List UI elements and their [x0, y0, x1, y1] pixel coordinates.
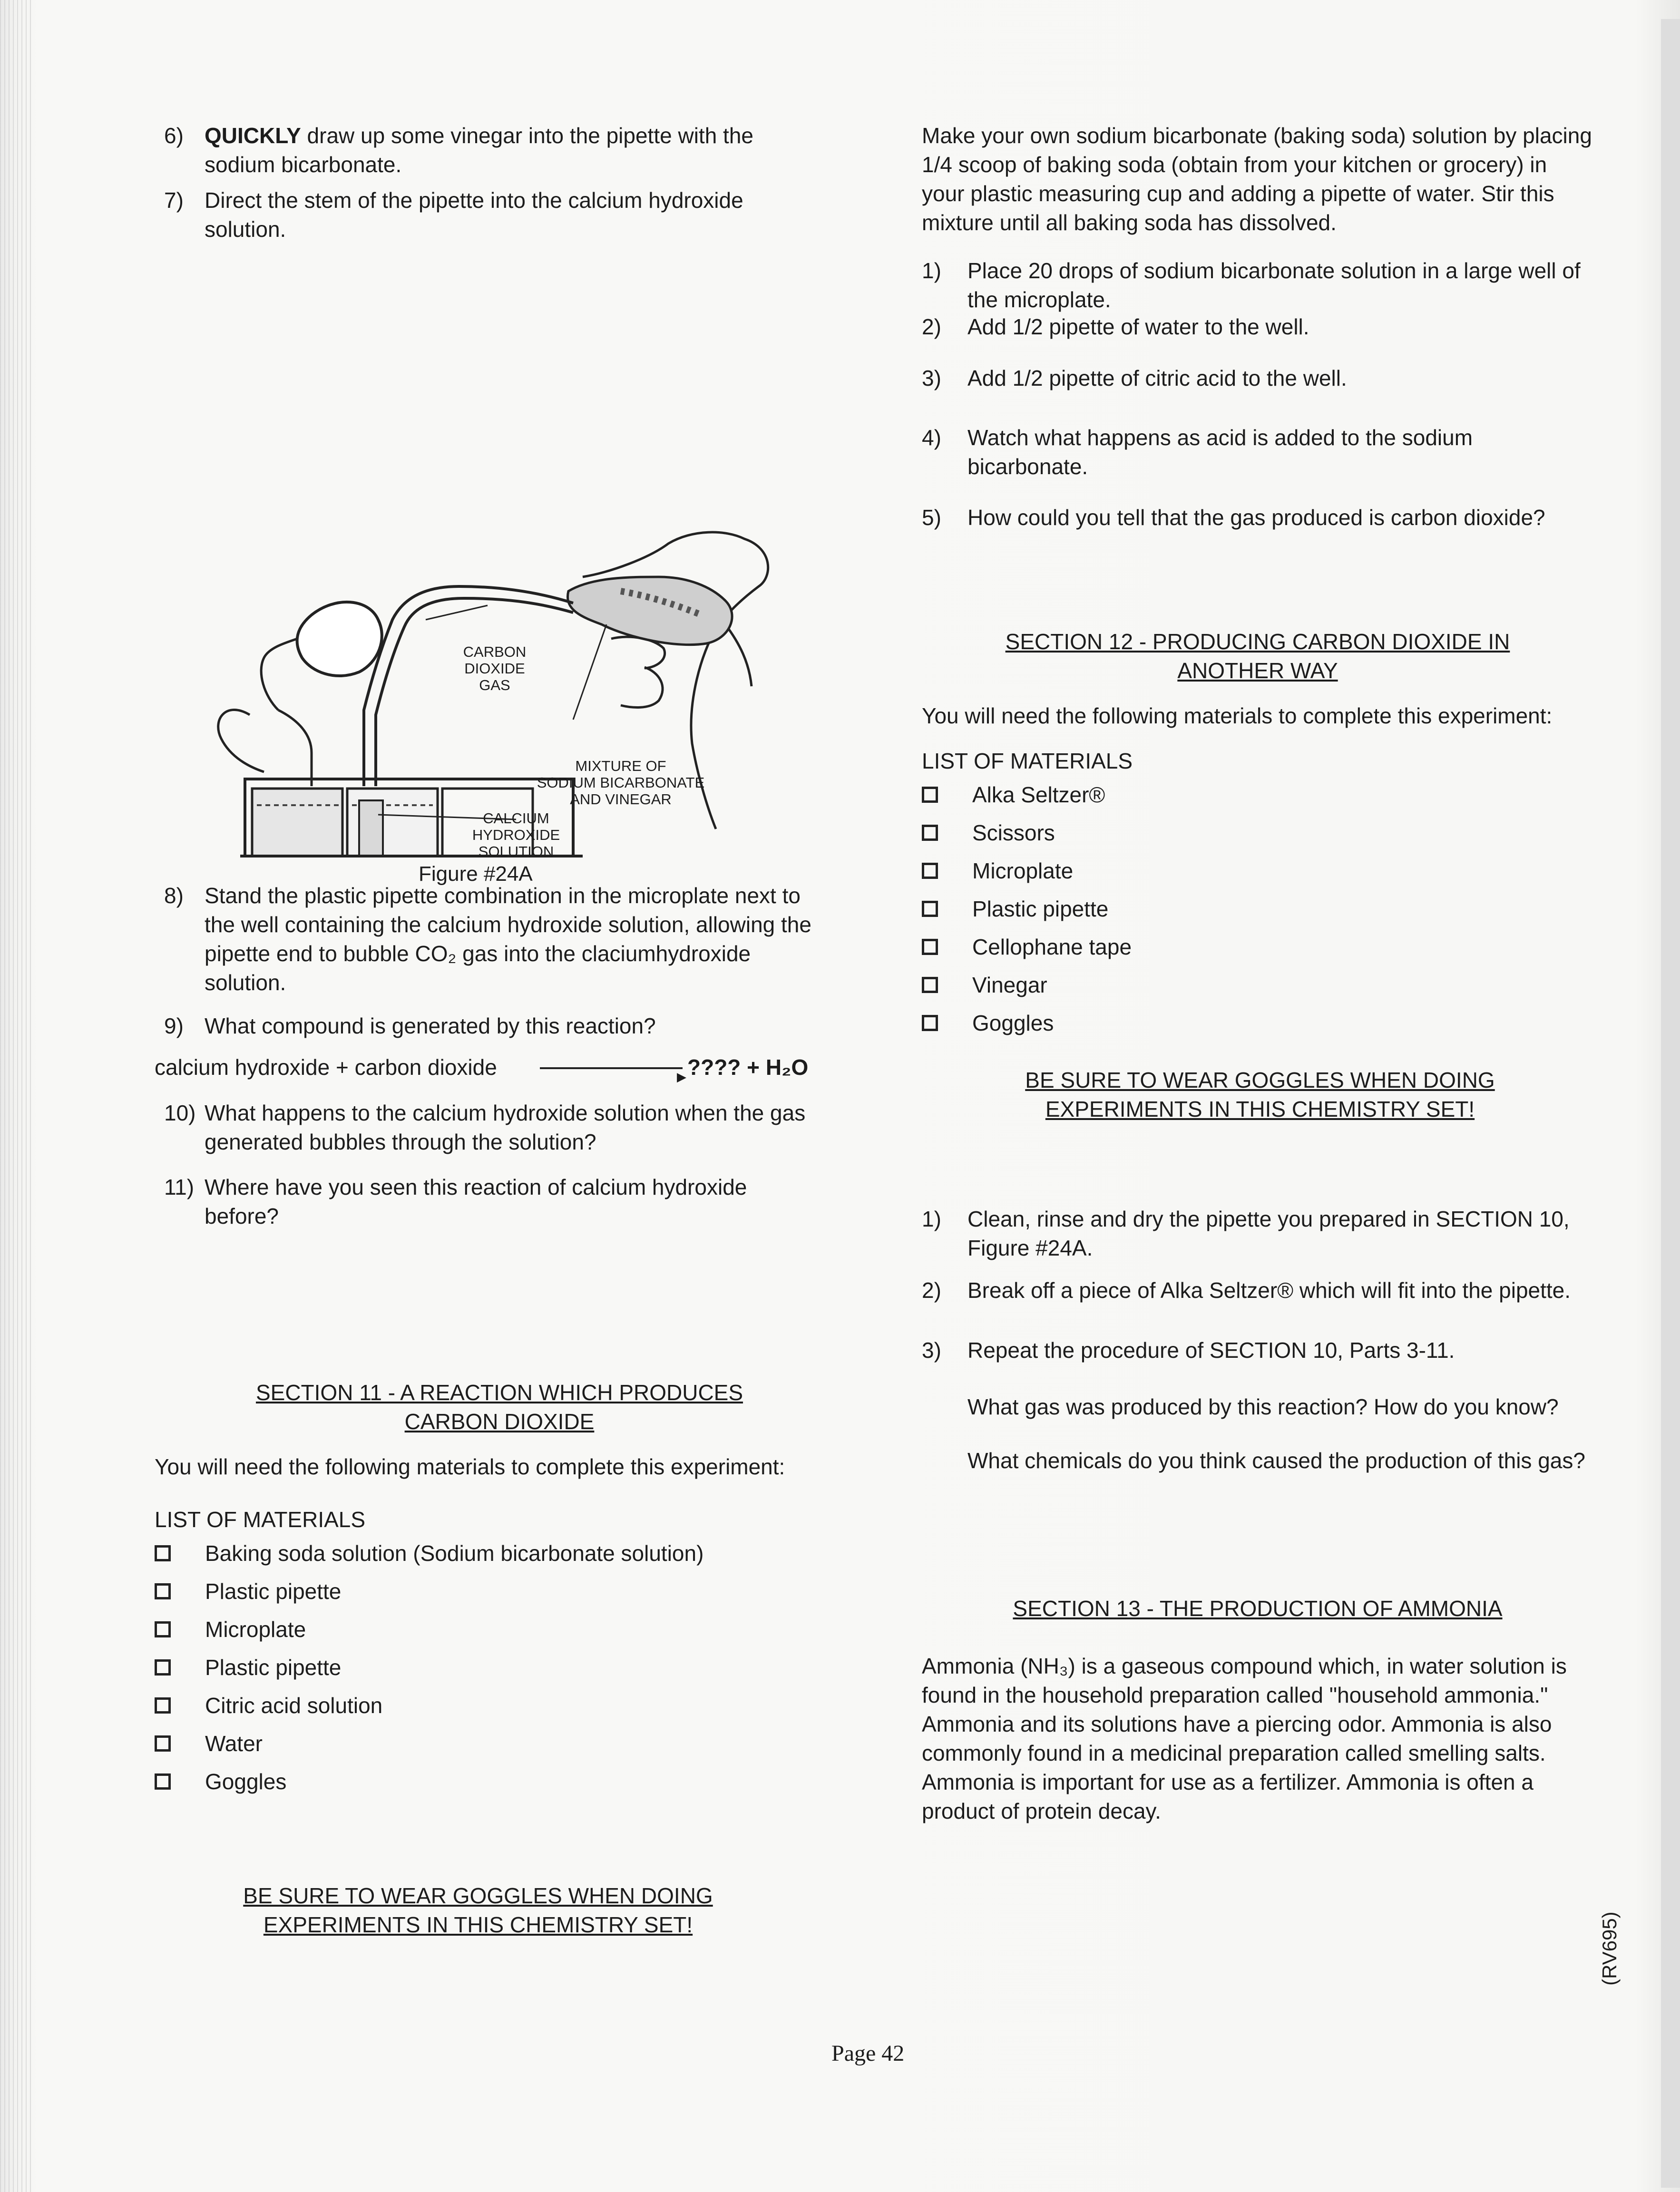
material-item[interactable]: Vinegar — [922, 966, 1593, 1004]
section-12-list-title: LIST OF MATERIALS — [922, 749, 1133, 773]
label-carbon-dioxide-gas: CARBON DIOXIDE GAS — [463, 643, 527, 693]
material-item[interactable]: Plastic pipette — [155, 1572, 825, 1610]
figure-24a — [155, 244, 825, 900]
material-item[interactable]: Alka Seltzer® — [922, 776, 1593, 814]
left-column — [155, 121, 825, 1939]
section-11-title: SECTION 11 - A REACTION WHICH PRODUCES CARBON DIOXIDE — [255, 1380, 743, 1434]
page-number: Page 42 — [831, 2041, 905, 2066]
step: 3) Repeat the procedure of SECTION 10, Parts 3-11. — [922, 1338, 1455, 1363]
step-9: 9) What compound is generated by this reaction? — [164, 1013, 656, 1038]
checkbox[interactable] — [155, 1621, 171, 1637]
section-12-intro: You will need the following materials to complete this experiment: — [922, 703, 1553, 728]
arrow-line — [540, 1067, 683, 1069]
step-7: 7) Direct the stem of the pipette into the calcium hydroxide solution. — [164, 188, 743, 242]
step: 2) Break off a piece of Alka Seltzer® which will fit into the pipette. — [922, 1278, 1571, 1303]
step: 1) Clean, rinse and dry the pipette you prepared in SECTION 10, Figure #24A. — [922, 1207, 1570, 1260]
binding-edge — [1661, 19, 1680, 2188]
equation-reactants: calcium hydroxide + carbon dioxide — [155, 1055, 497, 1080]
section-11-safety: BE SURE TO WEAR GOGGLES WHEN DOING EXPERIMENTS IN THIS CHEMISTRY SET! — [243, 1883, 713, 1937]
material-item[interactable]: Goggles — [155, 1763, 825, 1801]
equation — [155, 1053, 825, 1083]
step-11: 11) Where have you seen this reaction of calcium hydroxide before? — [164, 1175, 747, 1228]
material-item[interactable]: Cellophane tape — [922, 928, 1593, 966]
material-item[interactable]: Goggles — [922, 1004, 1593, 1042]
material-item[interactable]: Plastic pipette — [922, 890, 1593, 928]
section-12-title: SECTION 12 - PRODUCING CARBON DIOXIDE IN ANOTHER WAY — [1005, 629, 1510, 683]
step-6-bold: QUICKLY — [205, 123, 301, 148]
sodium-bicarbonate-intro: Make your own sodium bicarbonate (baking soda) solution by placing 1/4 scoop of baking soda (obtain from your kitchen or grocery) in your plastic measuring cup and adding a pipette of water. Stir this mixture until all baking soda has dissolved. — [922, 123, 1592, 235]
step: 2) Add 1/2 pipette of water to the well. — [922, 314, 1309, 339]
section-11-steps — [922, 256, 1593, 532]
checkbox[interactable] — [922, 977, 938, 993]
section-12-safety: BE SURE TO WEAR GOGGLES WHEN DOING EXPERIMENTS IN THIS CHEMISTRY SET! — [1025, 1068, 1495, 1121]
material-item[interactable]: Citric acid solution — [155, 1686, 825, 1724]
step: 3) Add 1/2 pipette of citric acid to the well. — [922, 366, 1347, 390]
step: 4) Watch what happens as acid is added to the sodium bicarbonate. — [922, 425, 1473, 479]
checkbox[interactable] — [922, 939, 938, 955]
right-column — [922, 121, 1593, 1826]
checkbox[interactable] — [922, 863, 938, 879]
checkbox[interactable] — [155, 1773, 171, 1790]
step-8: 8) Stand the plastic pipette combination in the microplate next to the well containing the calcium hydroxide solution, allowing the pipette end to bubble CO₂ gas into the claciumhydroxide solution. — [164, 883, 811, 995]
step: 5) How could you tell that the gas produced is carbon dioxide? — [922, 505, 1545, 530]
section-11-materials — [155, 1534, 825, 1801]
material-item[interactable]: Scissors — [922, 814, 1593, 852]
equation-products: ???? + H₂O — [687, 1055, 809, 1080]
section-11-list-title: LIST OF MATERIALS — [155, 1507, 366, 1532]
checkbox[interactable] — [155, 1659, 171, 1676]
section-13-text: Ammonia (NH₃) is a gaseous compound which, in water solution is found in the household preparation called "household ammonia." Ammonia and its solutions have a piercing odor. Ammonia is also commonly found in a medicinal preparation called smelling salts. Ammonia is important for use as a fertilizer. Ammonia is often a product of protein decay. — [922, 1654, 1567, 1823]
checkbox[interactable] — [155, 1735, 171, 1752]
step-10: 10) What happens to the calcium hydroxide solution when the gas generated bubbles through the solution? — [164, 1101, 806, 1154]
checkbox[interactable] — [922, 787, 938, 803]
checkbox[interactable] — [155, 1583, 171, 1599]
label-calcium-hydroxide: CALCIUM HYDROXIDE SOLUTION — [472, 810, 560, 860]
figure-caption: Figure #24A — [419, 862, 533, 886]
section-11-intro: You will need the following materials to complete this experiment: — [155, 1454, 785, 1479]
material-item[interactable]: Microplate — [155, 1610, 825, 1648]
arrow-head: ▶ — [677, 1070, 686, 1084]
side-code: (RV695) — [1598, 1911, 1621, 1986]
checkbox[interactable] — [922, 825, 938, 841]
material-item[interactable]: Baking soda solution (Sodium bicarbonate solution) — [155, 1534, 825, 1572]
step: 1) Place 20 drops of sodium bicarbonate solution in a large well of the microplate. — [922, 258, 1581, 312]
checkbox[interactable] — [922, 901, 938, 917]
material-item[interactable]: Plastic pipette — [155, 1648, 825, 1686]
question-gas: What gas was produced by this reaction? How do you know? — [967, 1394, 1559, 1419]
step-6-text: draw up some vinegar into the pipette with the sodium bicarbonate. — [205, 123, 754, 177]
material-item[interactable]: Microplate — [922, 852, 1593, 890]
checkbox[interactable] — [155, 1697, 171, 1714]
material-item[interactable]: Water — [155, 1724, 825, 1763]
checkbox[interactable] — [155, 1545, 171, 1561]
section-12-steps — [922, 1205, 1593, 1365]
step-6: 6) QUICKLY draw up some vinegar into the pipette with the sodium bicarbonate. — [164, 123, 754, 177]
section-12-materials — [922, 776, 1593, 1042]
page-edge-stack — [0, 0, 33, 2192]
section-13-title: SECTION 13 - THE PRODUCTION OF AMMONIA — [1013, 1596, 1503, 1621]
question-chemicals: What chemicals do you think caused the production of this gas? — [967, 1448, 1585, 1473]
checkbox[interactable] — [922, 1015, 938, 1031]
label-mixture: MIXTURE OF SODIUM BICARBONATE AND VINEGAR — [537, 758, 705, 808]
